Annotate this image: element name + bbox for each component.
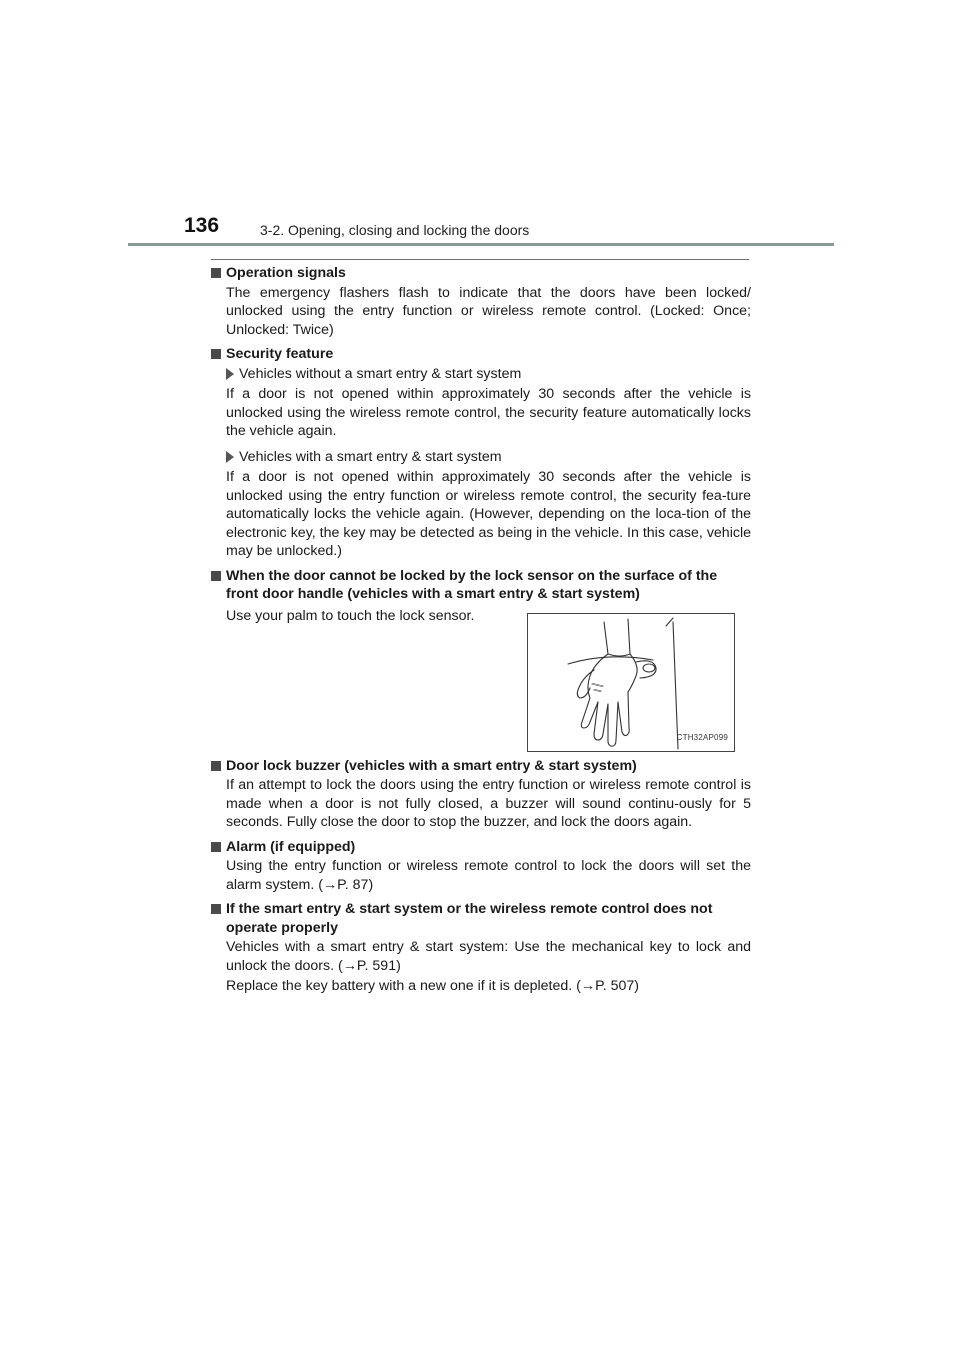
heading-operation-signals: Operation signals — [211, 264, 751, 283]
page-number: 136 — [184, 214, 220, 237]
paragraph: If a door is not opened within approximately 30 seconds after the vehicle is unlocked using the entry function or wireless remote control, the security fea-ture automatically locks the vehicle again. (However, depending on the loca-tion of the electronic key, the key may be detected as being in the vehicle. In this case, vehicle may be unlocked.) — [226, 469, 751, 559]
square-bullet-icon — [211, 904, 221, 914]
paragraph: Use your palm to touch the lock sensor. — [226, 607, 475, 624]
triangle-bullet-icon — [226, 368, 234, 380]
heading-alarm: Alarm (if equipped) — [211, 838, 751, 857]
paragraph: The emergency flashers flash to indicate that the doors have been locked/ unlocked using the entry function or wireless remote control. (Locked: Once; Unlocked: Twice) — [226, 284, 751, 338]
paragraph: If an attempt to lock the doors using the entry function or wireless remote control is made when a door is not fully closed, a buzzer will sound continu-ously for 5 seconds. Fully close the door to stop the buzzer, and lock the doors again. — [226, 777, 751, 830]
heading-security-feature: Security feature — [211, 345, 751, 364]
page-header — [184, 214, 834, 246]
header-rule — [128, 243, 834, 246]
paragraph: Using the entry function or wireless remote control to lock the doors will set the alarm system. (→P. 87) — [226, 858, 751, 893]
heading-door-lock-buzzer: Door lock buzzer (vehicles with a smart entry & start system) — [211, 757, 751, 776]
triangle-bullet-icon — [226, 451, 234, 463]
heading-not-operate-properly: If the smart entry & start system or the wireless remote control does not operate properly — [211, 900, 751, 937]
square-bullet-icon — [211, 761, 221, 771]
section-title: 3-2. Opening, closing and locking the doors — [260, 222, 530, 238]
square-bullet-icon — [211, 571, 221, 581]
heading-lock-sensor: When the door cannot be locked by the lock sensor on the surface of the front door handle (vehicles with a smart entry & start system) — [211, 567, 751, 604]
paragraph: Replace the key battery with a new one if it is depleted. (→P. 507) — [226, 978, 639, 994]
page-content — [211, 264, 751, 998]
paragraph: If a door is not opened within approximately 30 seconds after the vehicle is unlocked using the wireless remote control, the security feature automatically locks the vehicle again. — [226, 386, 751, 439]
square-bullet-icon — [211, 268, 221, 278]
square-bullet-icon — [211, 349, 221, 359]
subheading: Vehicles with a smart entry & start system — [226, 448, 751, 467]
hand-on-door-handle-illustration — [527, 613, 735, 752]
figure-code: CTH32AP099 — [676, 733, 728, 742]
content-rule — [211, 259, 749, 260]
paragraph: Vehicles with a smart entry & start system: Use the mechanical key to lock and unlock the doors. (→P. 591) — [226, 939, 751, 974]
subheading: Vehicles without a smart entry & start system — [226, 365, 751, 384]
square-bullet-icon — [211, 842, 221, 852]
figure-row — [211, 605, 751, 757]
